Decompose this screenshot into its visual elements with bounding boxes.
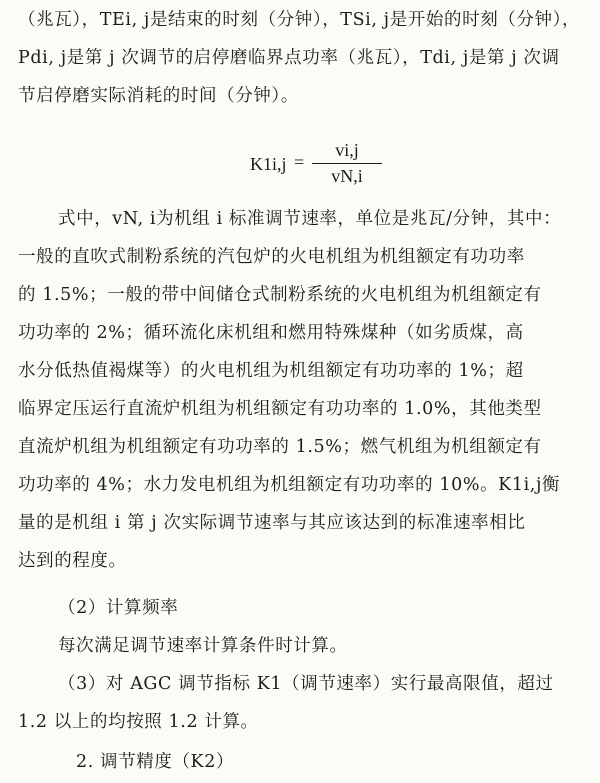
para-line-4: 功功率的 2%；循环流化床机组和燃用特殊煤种（如劣质煤，高	[18, 323, 524, 343]
para-line-10: 达到的程度。	[18, 551, 127, 571]
item-3-line-2: 1.2 以上的均按照 1.2 计算。	[18, 712, 259, 732]
para-line-9: 量的是机组 i 第 j 次实际调节速率与其应该达到的标准速率相比	[18, 513, 526, 533]
text-line-1: （兆瓦），TEi, j是结束的时刻（分钟），TSi, j是开始的时刻（分钟），	[18, 10, 581, 30]
rate-formula	[250, 140, 390, 190]
item-3-line-1: （3）对 AGC 调节指标 K1（调节速率）实行最高限值，超过	[58, 674, 554, 694]
fraction-bar	[312, 163, 382, 164]
para-line-8: 功功率的 4%；水力发电机组为机组额定有功功率的 10%。K1i,j衡	[18, 475, 561, 495]
para-line-1: 式中，vN, i为机组 i 标准调节速率，单位是兆瓦/分钟，其中：	[58, 209, 562, 229]
para-line-2: 一般的直吹式制粉系统的汽包炉的火电机组为机组额定有功功率	[18, 247, 525, 267]
text-line-2: Pdi, j是第 j 次调节的启停磨临界点功率（兆瓦），Tdi, j是第 j 次调	[18, 48, 560, 68]
para-line-7: 直流炉机组为机组额定有功功率的 1.5%；燃气机组为机组额定有	[18, 437, 542, 457]
formula-numerator: vi,j	[335, 140, 359, 160]
item-2-body: 每次满足调节速率计算条件时计算。	[58, 636, 348, 656]
para-line-6: 临界定压运行直流炉机组为机组额定有功功率的 1.0%，其他类型	[18, 399, 542, 419]
para-line-5: 水分低热值褐煤等）的火电机组为机组额定有功功率的 1%；超	[18, 361, 524, 381]
section-2-heading: 2. 调节精度（K2）	[76, 752, 235, 772]
text-line-3: 节启停磨实际消耗的时间（分钟）。	[18, 86, 299, 106]
formula-denominator: vN,i	[331, 166, 363, 186]
formula-equals: =	[294, 152, 305, 172]
formula-lhs: K1i,j	[250, 154, 287, 174]
item-2-title: （2）计算频率	[58, 598, 179, 618]
para-line-3: 的 1.5%；一般的带中间储仓式制粉系统的火电机组为机组额定有	[18, 285, 542, 305]
